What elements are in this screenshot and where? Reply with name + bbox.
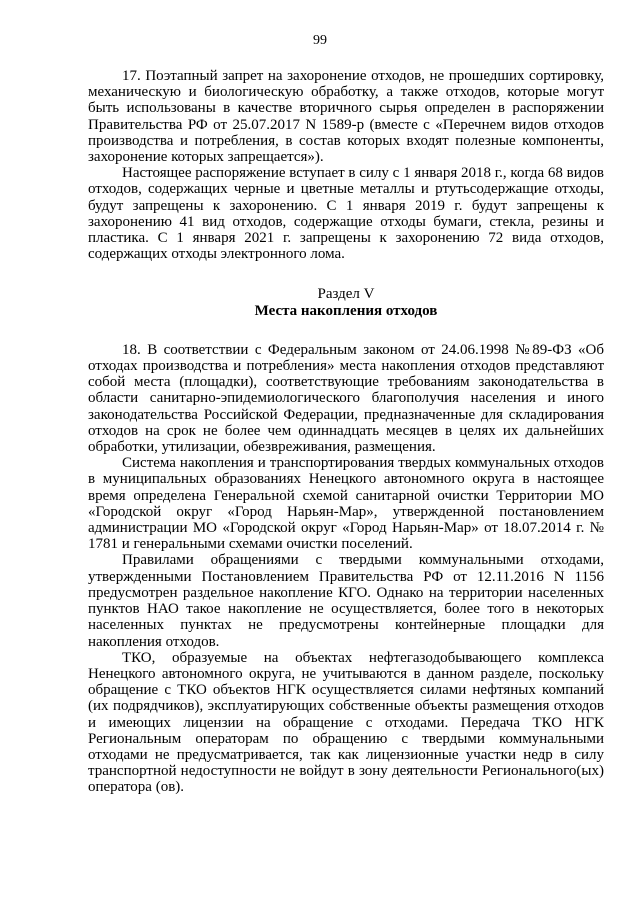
section-title: Места накопления отходов bbox=[254, 302, 438, 319]
document-body bbox=[88, 68, 604, 796]
section-number: Раздел V bbox=[317, 286, 375, 303]
paragraph-18: 18. В соответствии с Федеральным законом от 24.06.1998 №89-ФЗ «Об отходах производства и потребления» места накопления отходов представляют собой места (площадки), соответствующие требованиям законодательства в области санитарно-эпидемиологического благополучия населения и иного законодательства Российской Федерации, предназначенные для складирования отходов на срок не более чем одиннадцать месяцев в целях их дальнейших обработки, утилизации, обезвреживания, размещения. bbox=[88, 341, 604, 456]
paragraph-rules: Правилами обращениями с твердыми коммунальными отходами, утвержденными Постановлением Правительства РФ от 12.11.2016 N 1156 предусмотрен раздельное накопление КГО. Однако на территории населенных пунктов НАО такое накопление не осуществляется, более того в некоторых населенных пунктах не предусмотрены контейнерные площадки для накопления отходов. bbox=[88, 552, 604, 650]
page-number: 99 bbox=[313, 33, 327, 48]
paragraph-collection-system: Система накопления и транспортирования твердых коммунальных отходов в муниципальных образованиях Ненецкого автономного округа в настоящее время определена Генеральной схемой санитарной очистки Территории МО «Городской округ «Город Нарьян-Мар», утвержденной постановлением администрации МО «Городской округ «Город Нарьян-Мар» от 18.07.2014 г. № 1781 и генеральными схемами очистки поселений. bbox=[88, 455, 604, 553]
paragraph-17: 17. Поэтапный запрет на захоронение отходов, не прошедших сортировку, механическую и биологическую обработку, а также отходов, которые могут быть использованы в качестве вторичного сырья определен в распоряжении Правительства РФ от 25.07.2017 N 1589-р (вместе с «Перечнем видов отходов производства и потребления, в состав которых входят полезные компоненты, захоронение которых запрещается»). bbox=[88, 68, 604, 166]
paragraph-tko-ngk: ТКО, образуемые на объектах нефтегазодобывающего комплекса Ненецкого автономного округа, не учитываются в данном разделе, поскольку обращение с ТКО объектов НГК осуществляется силами нефтяных компаний (их подрядчиков), эксплуатирующих собственные объекты размещения отходов и имеющих лицензии на обращение с отходами. Передача ТКО НГК Региональным операторам по обращению с твердыми коммунальными отходами не предусматривается, так как лицензионные участки недр в силу транспортной недоступности не войдут в зону деятельности Регионального(ых) оператора (ов). bbox=[88, 649, 604, 796]
paragraph-decree-effective: Настоящее распоряжение вступает в силу с 1 января 2018 г., когда 68 видов отходов, содержащих черные и цветные металлы и ртутьсодержащие отходы, будут запрещены к захоронению. С 1 января 2019 г. будут запрещены к захоронению 41 вид отходов, содержащие отходы бумаги, стекла, резины и пластика. С 1 января 2021 г. запрещены к захоронению 72 вида отходов, содержащих отходы электронного лома. bbox=[88, 165, 604, 263]
